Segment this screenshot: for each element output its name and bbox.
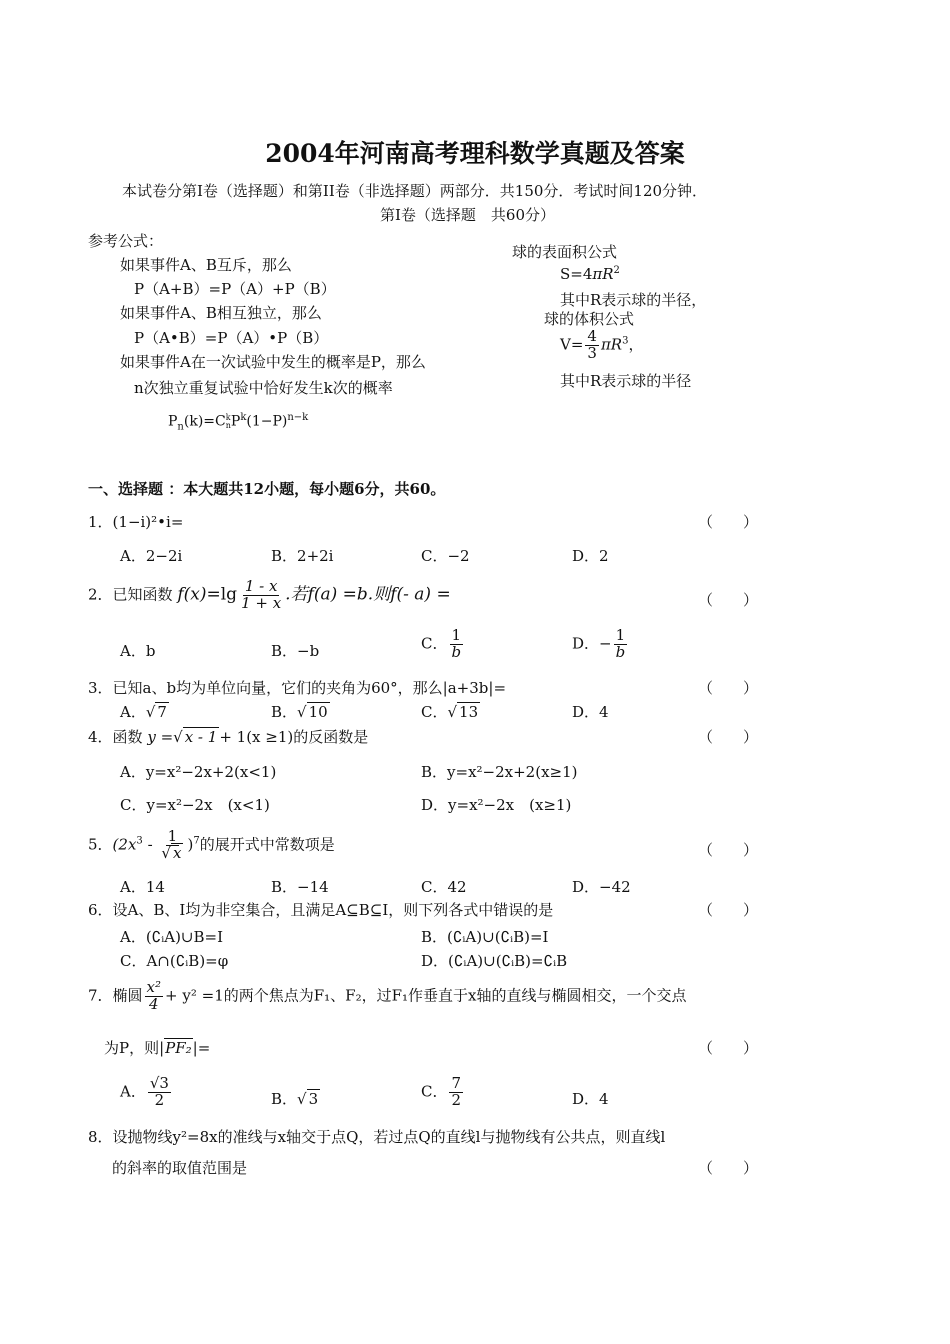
page-title: 2004年河南高考理科数学真题及答案	[265, 139, 685, 168]
question-4-stem: 4．函数 y =√ x - 1 + 1(x ≥1)的反函数是	[88, 728, 369, 746]
option-b: B．√ 3	[271, 1090, 319, 1108]
option-a: A．2−2i	[120, 547, 183, 565]
formula-line: 球的体积公式	[544, 310, 635, 328]
option-a: A． $\frac{√3}{2}$	[120, 1074, 169, 1109]
option-b: B．(∁ᵢA)∪(∁ᵢB)=I	[421, 928, 549, 946]
formula-heading: 参考公式：	[88, 232, 164, 250]
exam-intro: 本试卷分第I卷（选择题）和第II卷（非选择题）两部分．共150分．考试时间120分钟．	[122, 182, 708, 200]
answer-blank: （ ）	[698, 841, 759, 859]
question-3-stem: 3．已知a、b均为单位向量，它们的夹角为60°，那么|a+3b|=	[88, 679, 507, 697]
answer-blank: （ ）	[698, 728, 759, 746]
binomial-formula: $P_n(k)=C$ k n $P^k(1-P)^{n-k}$	[168, 412, 309, 433]
sphere-area-formula: $S=4\pi R^2$	[560, 265, 620, 283]
answer-blank: （ ）	[698, 1159, 759, 1177]
option-a: A．√ 7	[120, 703, 167, 721]
part-one-heading: 第I卷（选择题 共60分）	[380, 206, 556, 224]
formula-line: P（A•B）=P（A）•P（B）	[134, 329, 329, 347]
formula-line: 如果事件A在一次试验中发生的概率是P，那么	[120, 353, 426, 371]
question-8-stem: 8．设抛物线y²=8x的准线与x轴交于点Q，若过点Q的直线l与抛物线有公共点，则直线l	[88, 1128, 666, 1146]
option-b: B．−b	[271, 642, 320, 660]
answer-blank: （ ）	[698, 513, 759, 531]
option-d: D．4	[572, 1090, 609, 1108]
option-b: B．−14	[271, 878, 329, 896]
answer-blank: （ ）	[698, 901, 759, 919]
sphere-volume-formula: V= $\frac{4}{3}$ $\pi R^3$，	[560, 327, 644, 362]
option-c: C． $\frac{7}{2}$	[421, 1074, 462, 1109]
question-7-stem-cont: 为P，则|PF₂|=	[104, 1039, 211, 1057]
section-heading: 一、选择题 ：本大题共12小题，每小题6分，共60。	[88, 480, 446, 498]
question-5-stem: 5．($2x^3$ - $\frac{1}{√ x}$ )$^7$的展开式中常数项是	[88, 827, 335, 862]
option-c: C．y=x²−2x (x<1)	[120, 796, 270, 814]
option-d: D．2	[572, 547, 609, 565]
formula-line: P（A+B）=P（A）+P（B）	[134, 280, 336, 298]
option-b: B．2+2i	[271, 547, 334, 565]
formula-line: n次独立重复试验中恰好发生k次的概率	[134, 379, 393, 397]
question-7-stem: 7．椭圆 $\frac{\text{x²}}{4}$ + y² =1的两个焦点为F₁、F₂，过F₁作垂直于x轴的直线与椭圆相交，一个交点	[88, 978, 687, 1013]
answer-blank: （ ）	[698, 679, 759, 697]
option-b: B．y=x²−2x+2(x≥1)	[421, 763, 578, 781]
option-c: C．A∩(∁ᵢB)=φ	[120, 952, 229, 970]
formula-line: 其中R表示球的半径	[560, 372, 692, 390]
question-2-stem: 2．已知函数 f(x)=lg $\frac{1 - x}{1 + x}$ .若f(a) =b.则f(- a) =	[88, 577, 451, 612]
formula-line: 其中R表示球的半径，	[560, 291, 707, 309]
question-6-stem: 6．设A、B、I均为非空集合，且满足A⊆B⊆I，则下列各式中错误的是	[88, 901, 554, 919]
option-c: C． $\frac{1}{b}$	[421, 626, 462, 661]
option-c: C．√ 13	[421, 703, 479, 721]
answer-blank: （ ）	[698, 1039, 759, 1057]
formula-line: 如果事件A、B相互独立，那么	[120, 304, 322, 322]
option-a: A．b	[120, 642, 156, 660]
option-c: C．−2	[421, 547, 470, 565]
formula-line: 球的表面积公式	[512, 243, 618, 261]
option-d: D．−42	[572, 878, 631, 896]
option-d: D．(∁ᵢA)∪(∁ᵢB)=∁ᵢB	[421, 952, 568, 970]
option-a: A．y=x²−2x+2(x<1)	[120, 763, 277, 781]
formula-line: 如果事件A、B互斥，那么	[120, 256, 292, 274]
question-1-stem: 1．(1−i)²•i=	[88, 513, 184, 531]
option-a: A．14	[120, 878, 165, 896]
option-d: D．4	[572, 703, 609, 721]
option-d: D．− $\frac{1}{b}$	[572, 626, 626, 661]
option-c: C．42	[421, 878, 467, 896]
question-8-stem-cont: 的斜率的取值范围是	[112, 1159, 248, 1177]
option-d: D．y=x²−2x (x≥1)	[421, 796, 572, 814]
option-b: B．√ 10	[271, 703, 328, 721]
answer-blank: （ ）	[698, 591, 759, 609]
option-a: A．(∁ᵢA)∪B=I	[120, 928, 224, 946]
